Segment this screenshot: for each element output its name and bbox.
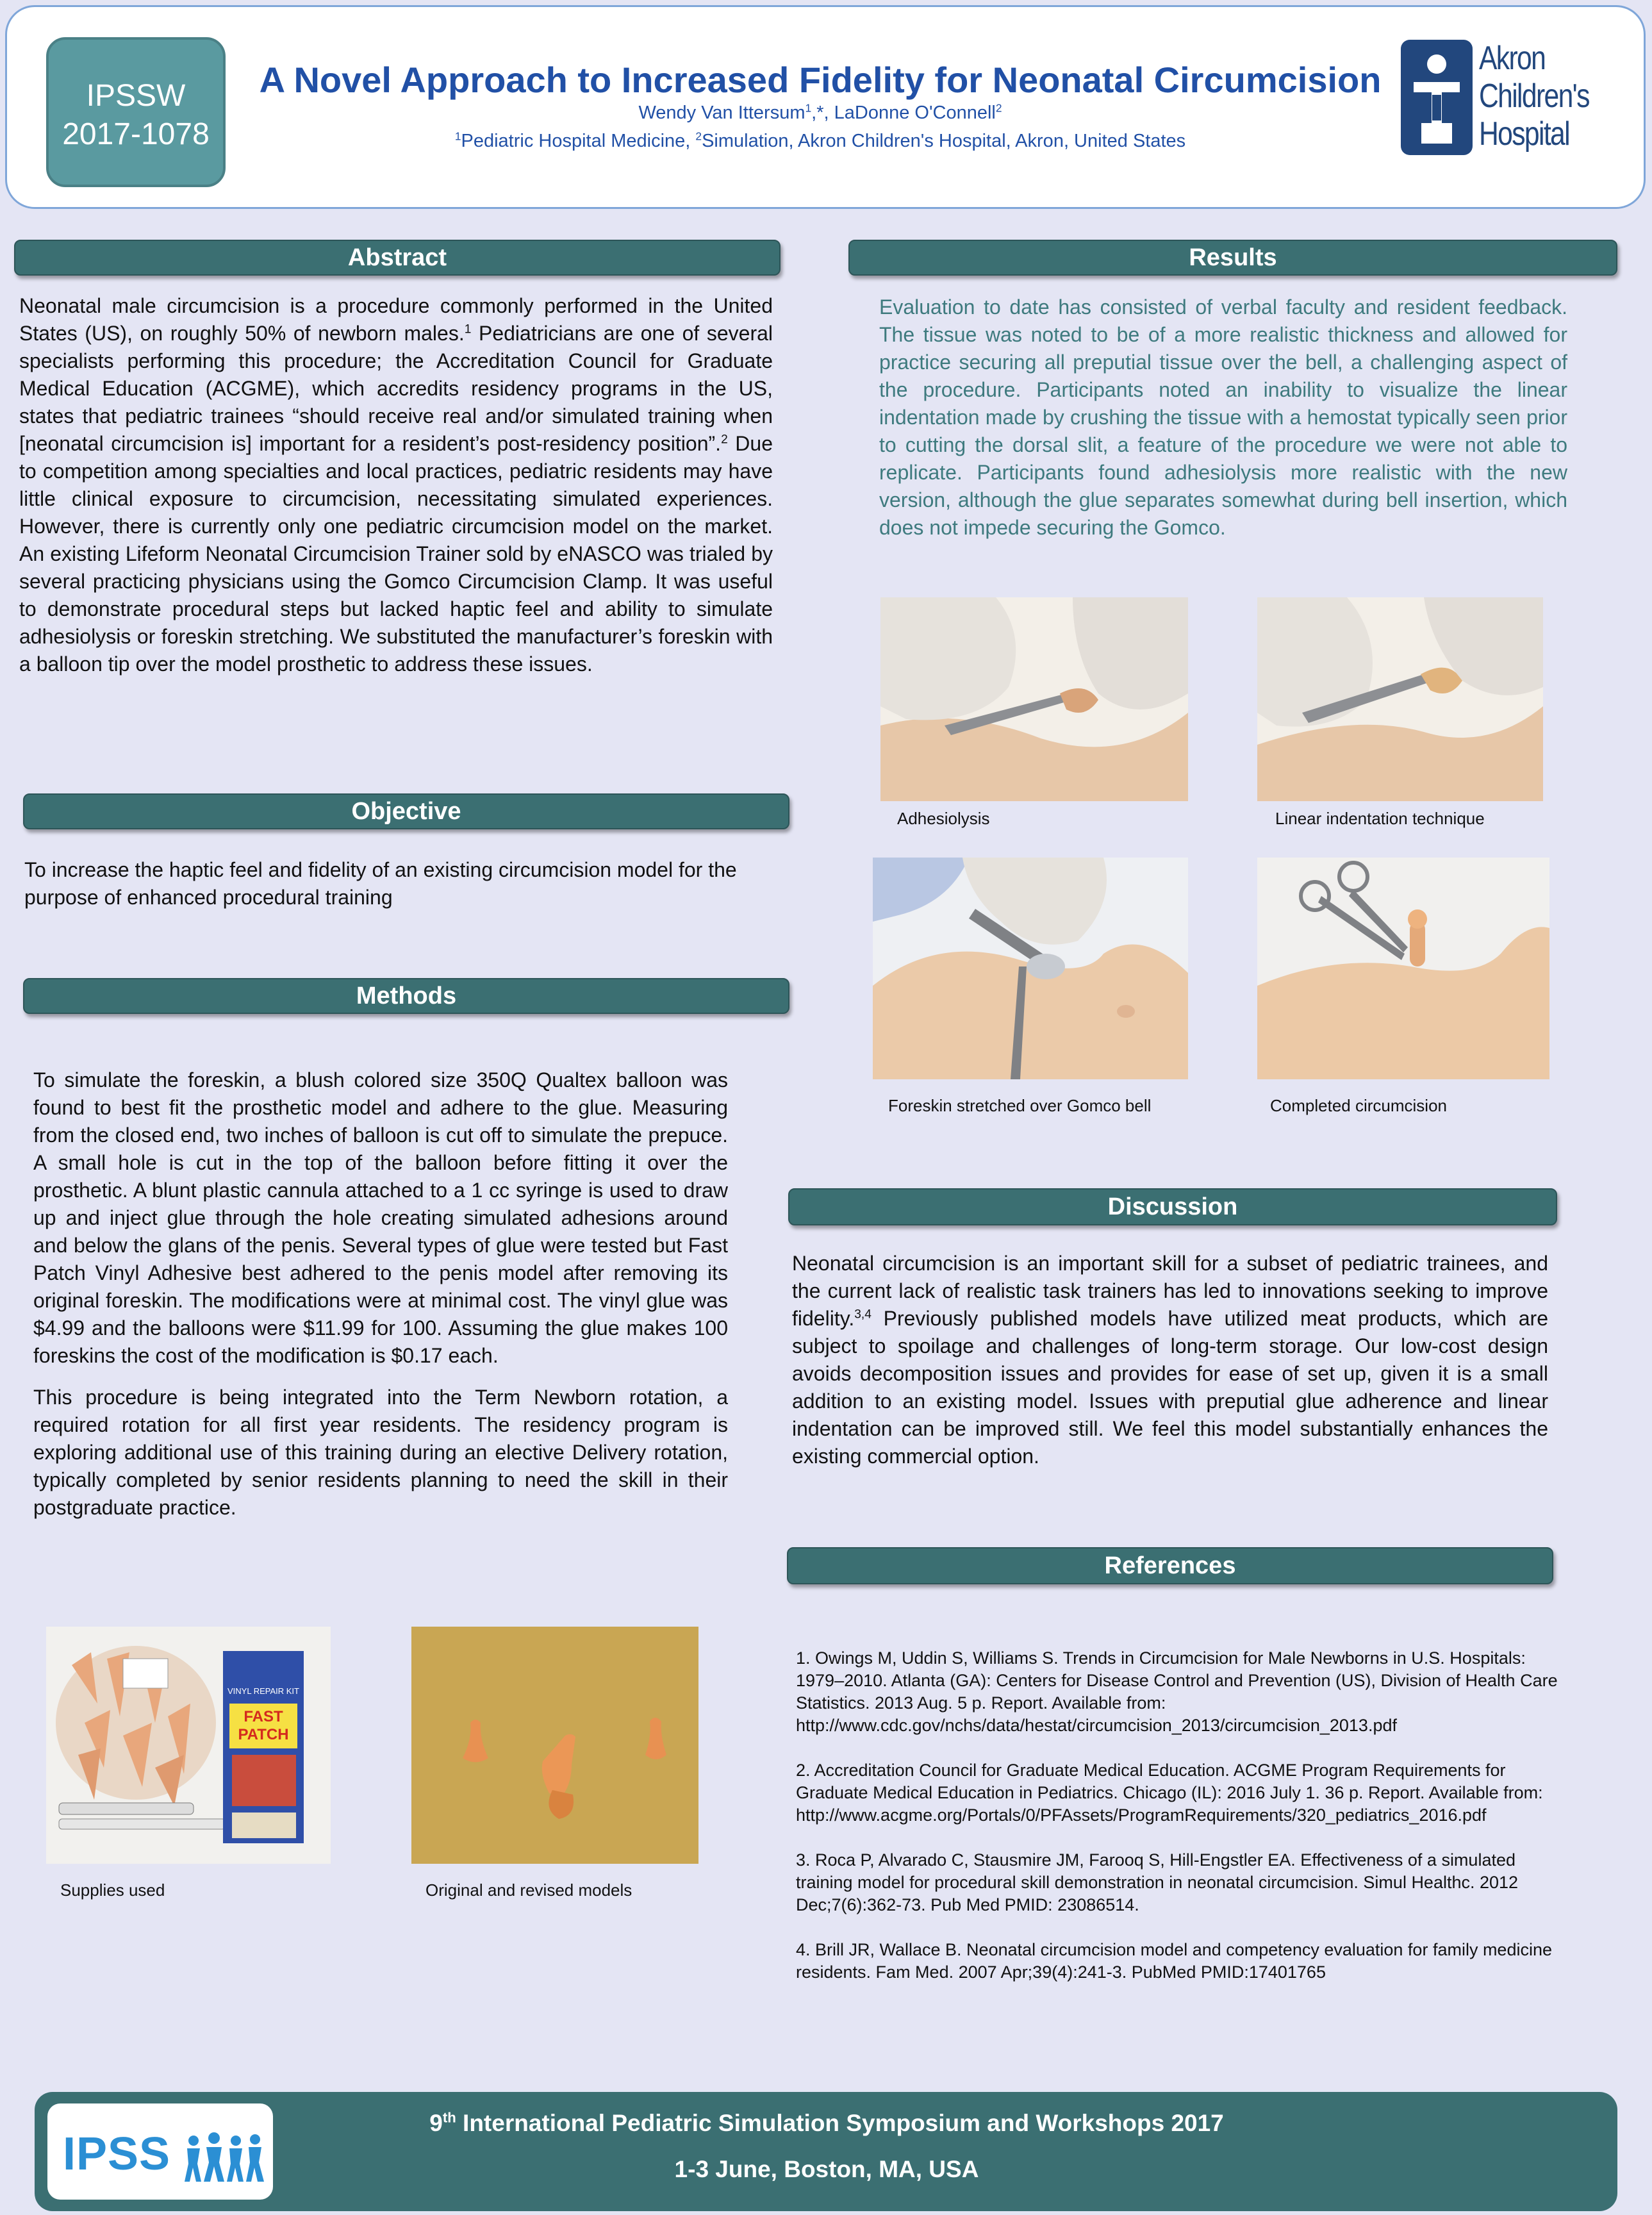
caption-linear-indentation: Linear indentation technique (1275, 809, 1485, 828)
photo-completed-circumcision (1257, 858, 1549, 1079)
author-1: Wendy Van Ittersum (638, 103, 805, 123)
logo-text (1479, 40, 1589, 153)
caption-adhesiolysis: Adhesiolysis (897, 809, 990, 828)
badge-line2: 2017-1078 (62, 117, 210, 151)
akron-childrens-logo-icon (1401, 40, 1473, 155)
caption-supplies: Supplies used (60, 1880, 165, 1900)
models-illustration (411, 1627, 698, 1864)
poster-title: A Novel Approach to Increased Fidelity for Neonatal Circumcision (259, 60, 1382, 100)
caption-gomco-bell: Foreskin stretched over Gomco bell (888, 1096, 1152, 1115)
logo-line-2: Children's (1479, 78, 1589, 115)
package-brand-1: FAST (244, 1708, 283, 1725)
references-heading: References (787, 1547, 1553, 1584)
footer-title-text: International Pediatric Simulation Symposium and Workshops 2017 (456, 2110, 1224, 2136)
gomco-bell-illustration (873, 858, 1188, 1079)
objective-text: To increase the haptic feel and fidelity of an existing circumcision model for the purpose of enhanced procedural training (24, 858, 737, 909)
abstract-heading: Abstract (14, 240, 781, 276)
authors (244, 103, 1397, 124)
abstract-text-b: Pediatricians are one of several specialists performing this procedure; the Accreditation Council for Graduate Medical Education (ACGME), which accredits residency programs in the US, states that pediatric trainees “should receive real and/or simulated training when [neonatal circumcision is] important for a resident’s post-residency position”. (19, 322, 773, 455)
badge-line1: IPSSW (86, 79, 186, 113)
affil-1: Pediatric Hospital Medicine, (461, 131, 696, 151)
caption-completed-circumcision: Completed circumcision (1270, 1096, 1447, 1115)
affil-1-sup: 1 (454, 129, 461, 143)
linear-indentation-illustration (1257, 597, 1543, 801)
abstract-text-c: Due to competition among specialties and local practices, pediatric residents may have little clinical exposure to circumcision, necessitating simulated experiences. However, there is currently only one pediatric circumcision model on the market. An existing Lifeform Neonatal Circumcision Trainer sold by eNASCO was trialed by several practicing physicians using the Gomco Circumcision Clamp. It was useful to demonstrate procedural steps but lacked haptic feel and ability to simulate adhesiolysis or foreskin stretching. We substituted the manufacturer’s foreskin with a balloon tip over the model prosthetic to address these issues. (19, 432, 773, 676)
footer-date-location: 1-3 June, Boston, MA, USA (674, 2156, 979, 2182)
methods-text (33, 1066, 728, 1522)
discussion-text-b: Previously published models have utilized meat products, which are subject to spoilage and challenges of long-term storage. Our low-cost design avoids decomposition issues and provides for ease of set up, given it is a small addition to an existing model. Issues with preputial glue adherence and linear indentation can be improved still. We feel this model substantially enhances the existing commercial option. (792, 1307, 1548, 1468)
affiliations (244, 131, 1397, 152)
author-1-sup: 1 (805, 101, 812, 115)
author-1-mark: ,*, (811, 103, 834, 123)
methods-heading: Methods (23, 978, 789, 1014)
supplies-photo (46, 1627, 331, 1864)
affil-2-sup: 2 (695, 129, 702, 143)
ipss-logo (47, 2103, 273, 2200)
methods-para-2: This procedure is being integrated into the Term Newborn rotation, a required rotation for all first year residents. The residency program is exploring additional use of this training during an elective Delivery rotation, typically completed by senior residents planning to need the skill in their postgraduate practice. (33, 1386, 728, 1519)
affil-2: Simulation, Akron Children's Hospital, Akron, United States (702, 131, 1186, 151)
author-2-sup: 2 (995, 101, 1002, 115)
discussion-text (792, 1250, 1548, 1470)
reference-item: 4. Brill JR, Wallace B. Neonatal circumcision model and competency evaluation for family medicine residents. Fam Med. 2007 Apr;39(4):241-3. PubMed PMID:17401765 (796, 1940, 1552, 1982)
abstract-text (19, 292, 773, 678)
photo-gomco-bell (873, 858, 1188, 1079)
ipss-logo-text: IPSS (63, 2128, 171, 2180)
models-photo (411, 1627, 698, 1864)
discussion-sup: 3,4 (854, 1307, 871, 1322)
abstract-id-badge (46, 37, 226, 187)
logo-line-1: Akron (1479, 40, 1546, 77)
package-label: VINYL REPAIR KIT (227, 1686, 299, 1696)
package-brand-2: PATCH (238, 1726, 289, 1743)
abstract-sup-1: 1 (464, 322, 472, 336)
discussion-text-a: Neonatal circumcision is an important skill for a subset of pediatric trainees, and the current lack of realistic task trainers has led to innovations seeking to improve fidelity. (792, 1252, 1548, 1330)
reference-item: 2. Accreditation Council for Graduate Medical Education. ACGME Program Requirements for Graduate Medical Education in Pediatrics. Chicago (IL): 2016 July 1. 36 p. Report. Available from: http://www.acgme.org/Portals/0/PFAssets/ProgramRequirements/320_pediatrics_2016.pdf (796, 1761, 1543, 1825)
author-2: LaDonne O'Connell (834, 103, 996, 123)
results-heading: Results (848, 240, 1617, 276)
discussion-heading: Discussion (788, 1188, 1557, 1225)
supplies-illustration (46, 1627, 331, 1864)
adhesiolysis-illustration (880, 597, 1188, 801)
reference-item: 1. Owings M, Uddin S, Williams S. Trends in Circumcision for Male Newborns in U.S. Hospitals: 1979–2010. Atlanta (GA): Centers for Disease Control and Prevention (US), Division of Health Care Statistics. 2013 Aug. 5 p. Report. Available from: http://www.cdc.gov/nchs/data/hestat/circumcision_2013/circumcision_2013.pdf (796, 1648, 1558, 1735)
objective-heading: Objective (23, 793, 789, 829)
photo-adhesiolysis (880, 597, 1188, 801)
akron-childrens-logo (1401, 40, 1612, 162)
results-text: Evaluation to date has consisted of verbal faculty and resident feedback. The tissue was noted to be of a more realistic thickness and allowed for practice securing all preputial tissue over the bell, a challenging aspect of the procedure. Participants noted an inability to visualize the linear indentation made by crushing the tissue with a hemostat typically seen prior to cutting the dorsal slit, a feature of the procedure we were not able to replicate. Participants found adhesiolysis more realistic with the new version, although the glue separates somewhat during bell insertion, which does not impede securing the Gomco. (879, 295, 1567, 539)
methods-para-1: To simulate the foreskin, a blush colored size 350Q Qualtex balloon was found to best fit the prosthetic model and adhere to the glue. Measuring from the closed end, two inches of balloon is cut off to simulate the prepuce. A small hole is cut in the top of the balloon before fitting it over the prosthetic. A blunt plastic cannula attached to a 1 cc syringe is used to draw up and inject glue through the hole creating simulated adhesions around and below the glans of the penis. Several types of glue were tested but Fast Patch Vinyl Adhesive best adhered to the penis model after removing its original foreskin. The modifications were at minimal cost. The vinyl glue was $4.99 and the balloons were $11.99 for 100. Assuming the glue makes 100 foreskins the cost of the modification is $0.17 each. (33, 1068, 728, 1367)
footer-ordinal-sup: th (442, 2109, 456, 2126)
reference-item: 3. Roca P, Alvarado C, Stausmire JM, Farooq S, Hill-Engstler EA. Effectiveness of a simulated training model for procedural skill demonstration in neonatal circumcision. Simul Healthc. 2012 Dec;7(6):362-73. Pub Med PMID: 23086514. (796, 1850, 1519, 1914)
photo-linear-indentation (1257, 597, 1543, 801)
abstract-sup-2: 2 (721, 433, 728, 447)
footer-ordinal: 9 (429, 2110, 443, 2136)
footer-symposium-title (276, 2110, 1378, 2137)
reference-list (796, 1647, 1575, 1984)
ipss-children-icon (185, 2132, 265, 2183)
caption-models: Original and revised models (425, 1880, 632, 1900)
completed-circumcision-illustration (1257, 858, 1549, 1079)
abstract-text-a: Neonatal male circumcision is a procedure commonly performed in the United States (US), on roughly 50% of newborn males. (19, 294, 773, 345)
logo-line-3: Hospital (1479, 115, 1569, 153)
